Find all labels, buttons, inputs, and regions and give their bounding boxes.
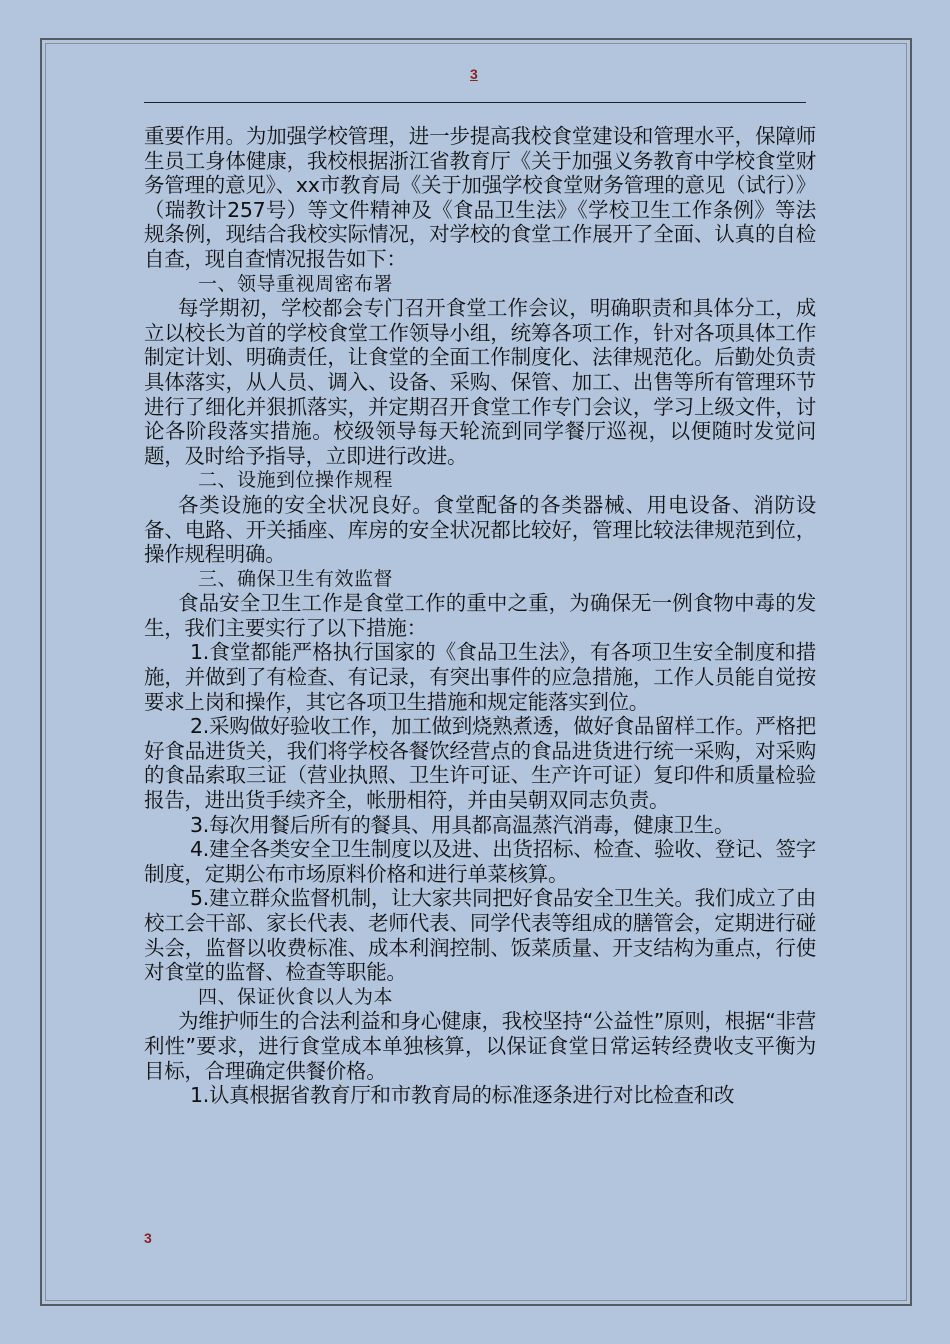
list-item: 4.建全各类安全卫生制度以及进、出货招标、检查、验收、登记、签字制度，定期公布市场原料价格和进行单菜核算。 — [144, 837, 816, 886]
section-1-paragraph: 每学期初，学校都会专门召开食堂工作会议，明确职责和具体分工，成立以校长为首的学校食堂工作领导小组，统筹各项工作，针对各项具体工作制定计划、明确责任，让食堂的全面工作制度化、法律规范化。后勤处负责具体落实，从人员、调入、设备、采购、保管、加工、出售等所有管理环节进行了细化并狠抓落实，并定期召开食堂工作专门会议，学习上级文件，讨论各阶段落实措施。校级领导每天轮流到同学餐厅巡视，以便随时发觉问题，及时给予指导，立即进行改进。 — [144, 296, 816, 468]
header-page-number: 3 — [470, 66, 478, 82]
list-item: 2.采购做好验收工作，加工做到烧熟煮透，做好食品留样工作。严格把好食品进货关，我们将学校各餐饮经营点的食品进货进行统一采购，对采购的食品索取三证（营业执照、卫生许可证、生产许可证）复印件和质量检验报告，进出货手续齐全，帐册相符，并由吴朝双同志负责。 — [144, 714, 816, 813]
section-heading-2: 二、设施到位操作规程 — [198, 469, 394, 492]
section-2-paragraph: 各类设施的安全状况良好。食堂配备的各类器械、用电设备、消防设备、电路、开关插座、库房的安全状况都比较好，管理比较法律规范到位，操作规程明确。 — [144, 492, 816, 567]
section-heading-1: 一、领导重视周密布署 — [198, 272, 394, 295]
list-item: 5.建立群众监督机制，让大家共同把好食品安全卫生关。我们成立了由校工会干部、家长代表、老师代表、同学代表等组成的膳管会，定期进行碰头会，监督以收费标准、成本利润控制、饭菜质量、开支结构为重点，行使对食堂的监督、检查等职能。 — [144, 886, 816, 985]
document-body — [144, 124, 816, 1108]
section-4-paragraph: 为维护师生的合法利益和身心健康，我校坚持“公益性”原则，根据“非营利性”要求，进行食堂成本单独核算，以保证食堂日常运转经费收支平衡为目标，合理确定供餐价格。 — [144, 1009, 816, 1083]
intro-paragraph: 重要作用。为加强学校管理，进一步提高我校食堂建设和管理水平，保障师生员工身体健康，我校根据浙江省教育厅《关于加强义务教育中学校食堂财务管理的意见》、xx市教育局《关于加强学校食堂财务管理的意见（试行）》（瑞教计257号）等文件精神及《食品卫生法》《学校卫生工作条例》等法规条例，现结合我校实际情况，对学校的食堂工作展开了全面、认真的自检自查，现自查情况报告如下： — [144, 124, 816, 271]
section-3-paragraph: 食品安全卫生工作是食堂工作的重中之重，为确保无一例食物中毒的发生，我们主要实行了以下措施： — [144, 591, 816, 640]
list-item: 1.食堂都能严格执行国家的《食品卫生法》，有各项卫生安全制度和措施，并做到了有检查、有记录，有突出事件的应急措施，工作人员能自觉按要求上岗和操作，其它各项卫生措施和规定能落实到位。 — [144, 640, 816, 714]
footer-page-number: 3 — [144, 1230, 152, 1246]
section-heading-4: 四、保证伙食以人为本 — [198, 985, 394, 1008]
header-rule — [144, 102, 806, 103]
list-item: 3.每次用餐后所有的餐具、用具都高温蒸汽消毒，健康卫生。 — [190, 812, 735, 837]
list-item: 1.认真根据省教育厅和市教育局的标准逐条进行对比检查和改 — [190, 1083, 735, 1108]
section-heading-3: 三、确保卫生有效监督 — [198, 567, 394, 590]
